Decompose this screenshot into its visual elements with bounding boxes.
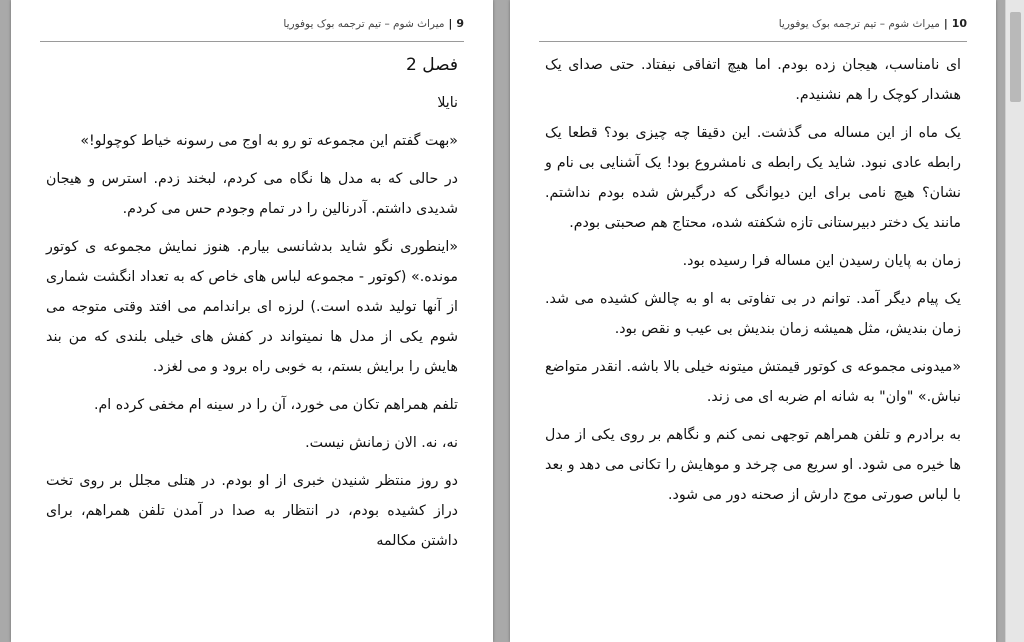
page-number: 10 [951, 17, 967, 30]
paragraph: یک پیام دیگر آمد. توانم در بی تفاوتی به او به چالش کشیده می شد. زمان بندیش، مثل همیشه زمان بندیش بی عیب و نقص بود. [545, 291, 961, 337]
paragraph: نایلا [437, 95, 458, 111]
running-header-title: میراث شوم – تیم ترجمه بوک یوفوریا [778, 18, 940, 30]
paragraph: تلفم همراهم تکان می خورد، آن را در سینه ام مخفی کرده ام. [94, 397, 458, 413]
paragraph: در حالی که به مدل ها نگاه می کردم، لبخند زدم. استرس و هیجان شدیدی داشتم. آدرنالین را در تمام وجودم حس می کردم. [46, 171, 458, 217]
scrollbar-thumb[interactable] [1010, 12, 1021, 102]
paragraph: «بهت گفتم این مجموعه تو رو به اوج می رسونه خیاط کوچولو!» [80, 133, 458, 149]
running-header [40, 17, 464, 42]
vertical-scrollbar[interactable] [1005, 0, 1024, 642]
paragraph: نه، نه. الان زمانش نیست. [305, 435, 458, 451]
page-body [545, 50, 961, 518]
paragraph: «میدونی مجموعه ی کوتور قیمتش میتونه خیلی بالا باشه. انقدر متواضع نباش.» "وان" به شانه ام ضربه ای می زند. [545, 359, 961, 405]
page-left [11, 0, 493, 642]
chapter-title: فصل 2 [406, 55, 458, 75]
running-header-title: میراث شوم – تیم ترجمه بوک یوفوریا [283, 18, 445, 30]
page-body [46, 50, 458, 564]
running-header [539, 17, 967, 42]
page-number: 9 [456, 17, 464, 30]
paragraph: دو روز منتظر شنیدن خبری از او بودم. در هتلی مجلل بر روی تخت دراز کشیده بودم، در انتظار به صدا در آمدن تلفن همراهم، برای داشتن مکالمه [46, 473, 458, 549]
paragraph: «اینطوری نگو شاید بدشانسی بیارم. هنوز نمایش مجموعه ی کوتور مونده.» (کوتور - مجموعه لباس های خاص که به تعداد انگشت شماری از آنها تولید شده است.) لرزه ای براندامم می افتد وقتی متوجه می شوم یکی از مدل ها نمیتواند در کفش های خیلی بلندی که من بند هایش را برایش بستم، به خوبی راه برود و می لغزد. [46, 239, 458, 375]
header-separator: | [943, 18, 948, 30]
paragraph: ای نامناسب، هیجان زده بودم. اما هیچ اتفاقی نیفتاد. حتی صدای یک هشدار کوچک را هم نشنیدم. [545, 57, 961, 103]
paragraph: زمان به پایان رسیدن این مساله فرا رسیده بود. [682, 253, 961, 269]
paragraph: یک ماه از این مساله می گذشت. این دقیقا چه چیزی بود؟ قطعا یک رابطه عادی نبود. شاید یک رابطه ی نامشروع بود! یک آشنایی بی نام و نشان؟ هیچ نامی برای این دیوانگی که درگیرش شده بودم نداشتم. مانند یک دختر دبیرستانی تازه شکفته شده، محتاج هم صحبتی بودم. [545, 125, 961, 231]
page-right [510, 0, 996, 642]
paragraph: به برادرم و تلفن همراهم توجهی نمی کنم و نگاهم بر روی یکی از مدل ها خیره می شود. او سریع می چرخد و موهایش را تکانی می دهد و بعد با لباس صورتی موج دارش از صحنه دور می شود. [545, 427, 961, 503]
header-separator: | [448, 18, 453, 30]
